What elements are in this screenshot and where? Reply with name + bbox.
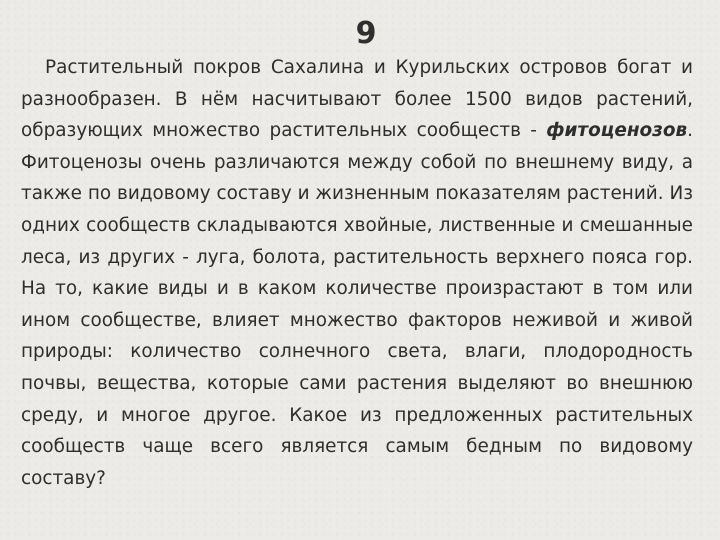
slide-number: 9 (355, 16, 377, 51)
key-term: фитоценозов (546, 120, 688, 142)
paragraph-rest-text: . Фитоценозы очень различаются между собой по внешнему виду, а также по видовому составу и жизненным показателям растений. Из одних сообществ складываются хвойные, лиственные и смешанные леса, из других - луга, болота, растительность верхнего пояса гор. На то, какие виды и в каком количестве произрастают в том или ином сообществе, влияет множество факторов неживой и живой природы: количество солнечного света, влаги, плодородность почвы, вещества, которые сами растения выделяют во внешнюю среду, и многое другое. Какое из предложенных растительных сообществ чаще всего является самым бедным по видовому составу? (21, 120, 693, 489)
paragraph-intro-text: Растительный покров Сахалина и Курильских островов богат и разнообразен. В нём насчитывают более 1500 видов растений, образующих множество растительных сообществ - (21, 57, 693, 142)
question-paragraph (21, 52, 693, 494)
